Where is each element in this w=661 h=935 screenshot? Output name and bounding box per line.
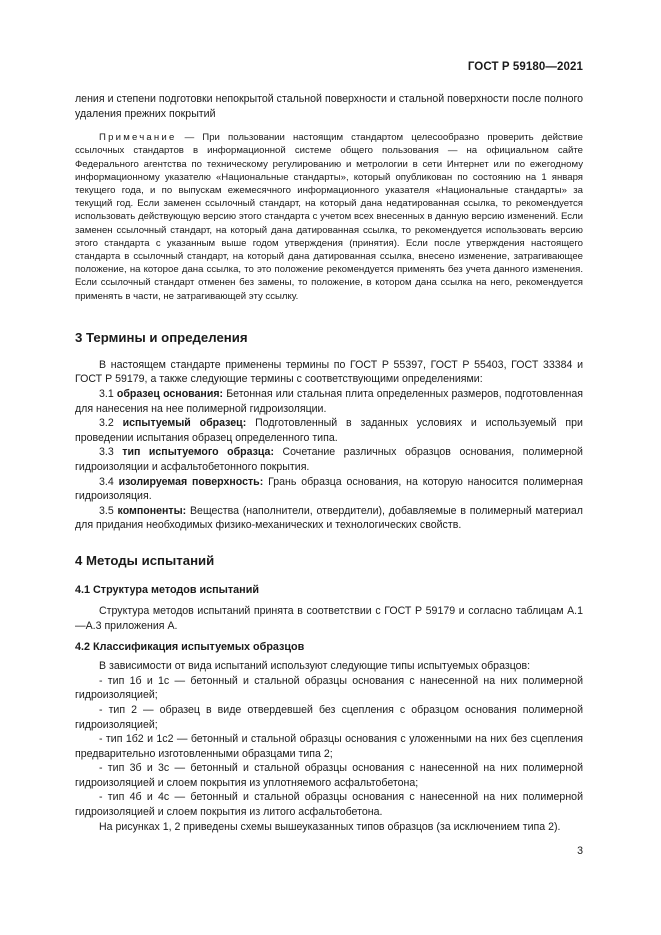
term-name: тип испытуемого образца: <box>122 446 274 459</box>
term-definition: Бетонная или стальная плита определенных размеров, подготовленная для нанесения на нее полимерной гидроизоляции. <box>75 388 584 415</box>
list-item: - тип 4б и 4с — бетонный и стальной образцы основания с нанесенной на них полимерной гидроизоляцией и слоем покрытия из литого асфальтобетона. <box>75 791 583 819</box>
term-3-2 <box>75 416 583 445</box>
term-name: образец основания: <box>116 388 224 401</box>
term-definition: Сочетание различных образцов основания, полимерной гидроизоляции и асфальтобетонного покрытия. <box>75 446 583 473</box>
note-text: — При пользовании настоящим стандартом целесообразно проверить действие ссылочных стандартов в информационной системе общего пользования — на официальном сайте Федерального агентства по техническому регулированию и метрологии в сети Интернет или по ежегодному информационному указателю «Национальные стандарты», который опубликован по состоянию на 1 января текущего года, и по выпускам ежемесячного информационного указателя «Национальные стандарты» за текущий год. Если заменен ссылочный стандарт, на который дана недатированная ссылка, то рекомендуется использовать действующую версию этого стандарта с учетом всех внесенных в данную версию изменений. Если заменен ссылочный стандарт, на который дана датированная ссылка, то рекомендуется использовать версию этого стандарта с указанным выше годом утверждения (принятия). Если после утверждения настоящего стандарта в ссылочный стандарт, на который дана датированная ссылка, внесено изменение, затрагивающее положение, на которое дана ссылка, то это положение рекомендуется применять без учета данного изменения. Если ссылочный стандарт отменен без замены, то положение, в котором дана ссылка на него, рекомендуется применять в части, не затрагивающей эту ссылку. <box>75 132 583 302</box>
subsection-4-1-text: Структура методов испытаний принята в соответствии с ГОСТ Р 59179 и согласно таблицам А.1—А.3 приложения А. <box>75 604 583 632</box>
page-number: 3 <box>577 845 583 857</box>
subsection-4-1-title: 4.1 Структура методов испытаний <box>75 583 259 596</box>
term-3-5 <box>75 504 583 533</box>
term-number: 3.4 <box>99 475 114 488</box>
term-name: изолируемая поверхность: <box>118 475 264 488</box>
term-definition: Подготовленный в заданных условиях и используемый при проведении испытания образец определенного типа. <box>75 417 583 444</box>
section-4-title: 4 Методы испытаний <box>75 552 215 568</box>
term-number: 3.1 <box>99 388 114 401</box>
section-3-title: 3 Термины и определения <box>75 329 248 345</box>
term-number: 3.2 <box>99 417 114 430</box>
note-lead: Примечание <box>99 132 177 144</box>
term-definition: Вещества (наполнители, отвердители), добавляемые в полимерный материал для придания необходимых физико-механических и технологических свойств. <box>75 504 583 532</box>
page-body <box>75 92 583 834</box>
continuation-paragraph: ления и степени подготовки непокрытой стальной поверхности и стальной поверхности после полного удаления прежних покрытий <box>75 93 583 120</box>
list-item: - тип 1б2 и 1с2 — бетонный и стальной образцы основания с уложенными на них без сцепления предварительно изготовленными образцами типа 2; <box>75 733 583 760</box>
section-3-intro: В настоящем стандарте применены термины по ГОСТ Р 55397, ГОСТ Р 55403, ГОСТ 33384 и ГОСТ Р 59179, а также следующие термины с соответствующими определениями: <box>75 358 583 386</box>
list-item: - тип 3б и 3с — бетонный и стальной образцы основания с нанесенной на них полимерной гидроизоляцией и слоем покрытия из уплотняемого асфальтобетона; <box>75 762 583 789</box>
list-item: - тип 2 — образец в виде отвердевшей без сцепления с образцом основания полимерной гидроизоляцией; <box>75 703 583 731</box>
figures-reference: На рисунках 1, 2 приведены схемы вышеуказанных типов образцов (за исключением типа 2). <box>99 820 561 833</box>
term-name: испытуемый образец: <box>122 417 247 430</box>
term-number: 3.3 <box>99 446 114 459</box>
subsection-4-2-intro: В зависимости от вида испытаний используют следующие типы испытуемых образцов: <box>99 660 531 673</box>
document-id-header: ГОСТ Р 59180—2021 <box>467 61 583 73</box>
subsection-4-2-title: 4.2 Классификация испытуемых образцов <box>75 641 305 654</box>
term-3-3 <box>75 445 583 474</box>
term-name: компоненты: <box>117 504 187 517</box>
term-3-1 <box>75 387 583 416</box>
list-item: - тип 1б и 1с — бетонный и стальной образцы основания с нанесенной на них полимерной гидроизоляцией; <box>75 674 583 702</box>
note-paragraph <box>75 131 583 303</box>
term-3-4 <box>75 475 583 504</box>
term-definition: Грань образца основания, на которую наносится полимерная гидроизоляция. <box>75 475 583 503</box>
term-number: 3.5 <box>99 504 114 517</box>
